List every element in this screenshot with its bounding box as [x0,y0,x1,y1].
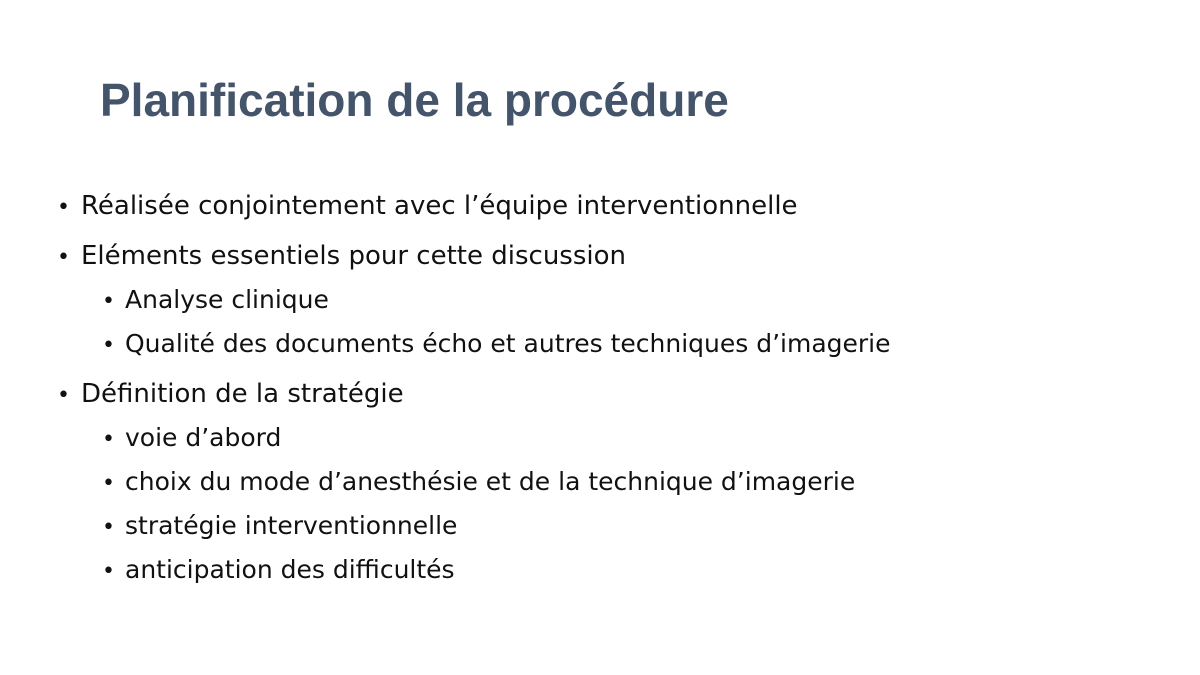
sub-bullet-text: voie d’abord [125,423,282,452]
sub-bullet-item [57,548,891,592]
sub-bullet-text: Qualité des documents écho et autres techniques d’imagerie [125,329,891,358]
bullet-text: Réalisée conjointement avec l’équipe interventionnelle [81,191,798,221]
bullet-icon: • [102,427,115,452]
bullet-item [57,234,891,278]
bullet-icon: • [57,195,70,220]
slide-title: Planification de la procédure [100,74,729,126]
sub-bullet-item [57,460,891,504]
bullet-icon: • [102,471,115,496]
bullet-icon: • [102,333,115,358]
sub-bullet-text: choix du mode d’anesthésie et de la technique d’imagerie [125,467,856,496]
sub-bullet-item [57,278,891,322]
sub-bullet-item [57,322,891,366]
bullet-text: Eléments essentiels pour cette discussion [81,241,626,271]
bullet-item [57,372,891,416]
bullet-list [57,184,891,592]
bullet-icon: • [102,559,115,584]
bullet-item [57,184,891,228]
bullet-icon: • [102,515,115,540]
bullet-text: Définition de la stratégie [81,379,404,409]
bullet-icon: • [57,245,70,270]
sub-bullet-item [57,504,891,548]
sub-bullet-item [57,416,891,460]
sub-bullet-text: Analyse clinique [125,285,329,314]
bullet-icon: • [102,289,115,314]
sub-bullet-text: stratégie interventionnelle [125,511,458,540]
sub-bullet-text: anticipation des difficultés [125,555,455,584]
bullet-icon: • [57,383,70,408]
